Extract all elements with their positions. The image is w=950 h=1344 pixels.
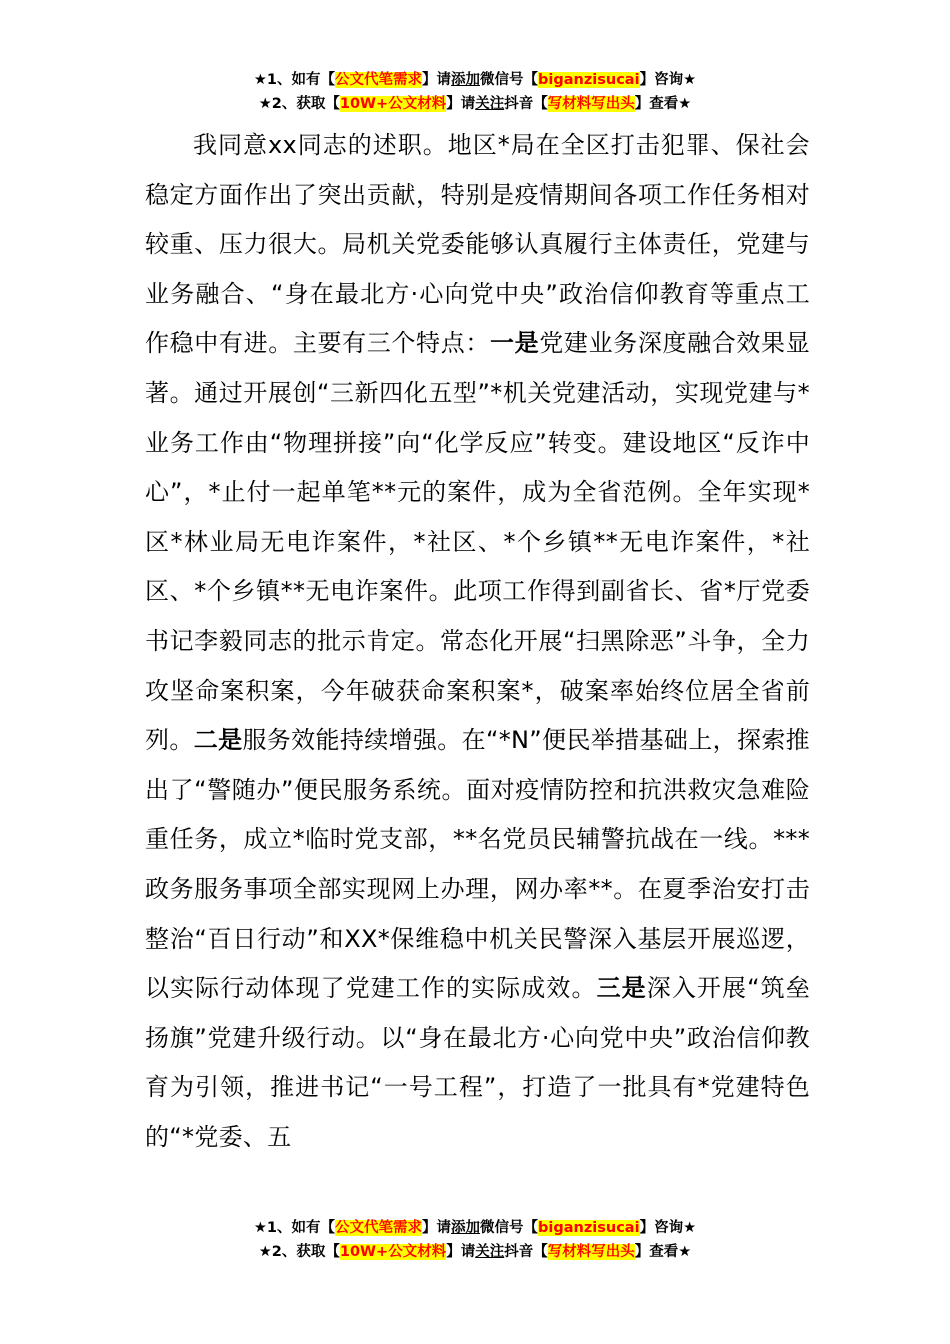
highlight-douyin-id: 写材料写出头 [547,96,635,112]
highlight-service: 公文代笔需求 [335,1220,423,1236]
promo-banner-bottom [0,1216,950,1264]
highlight-materials: 10W+公文材料 [339,96,447,112]
highlight-douyin-id: 写材料写出头 [547,1244,635,1260]
highlight-wechat-id: biganzisucai [538,72,640,88]
point-two-label: 二是 [193,726,243,755]
promo-line-1: ★1、如有【公文代笔需求】请添加微信号【biganzisucai】咨询★ [253,1220,697,1236]
point-three-label: 三是 [596,974,647,1003]
promo-line-1: ★1、如有【公文代笔需求】请添加微信号【biganzisucai】咨询★ [253,72,697,88]
promo-banner-top [0,68,950,116]
highlight-materials: 10W+公文材料 [339,1244,447,1260]
promo-line-2: ★2、获取【10W+公文材料】请关注抖音【写材料写出头】查看★ [258,1244,692,1260]
document-body-paragraph: 我同意xx同志的述职。地区*局在全区打击犯罪、保社会稳定方面作出了突出贡献，特别是疫情期间各项工作任务相对较重、压力很大。局机关党委能够认真履行主体责任，党建与业务融合、“身在最北方·心向党中央”政治信仰教育等重点工作稳中有进。主要有三个特点：一是党建业务深度融合效果显著。通过开展创“三新四化五型”*机关党建活动，实现党建与*业务工作由“物理拼接”向“化学反应”转变。建设地区“反诈中心”，*止付一起单笔**元的案件，成为全省范例。全年实现*区*林业局无电诈案件，*社区、*个乡镇**无电诈案件，*社区、*个乡镇**无电诈案件。此项工作得到副省长、省*厅党委书记李毅同志的批示肯定。常态化开展“扫黑除恶”斗争，全力攻坚命案积案，今年破获命案积案*，破案率始终位居全省前列。二是服务效能持续增强。在“*N”便民举措基础上，探索推出了“警随办”便民服务系统。面对疫情防控和抗洪救灾急难险重任务，成立*临时党支部，**名党员民辅警抗战在一线。***政务服务事项全部实现网上办理，网办率**。在夏季治安打击整治“百日行动”和XX*保维稳中机关民警深入基层开展巡逻，以实际行动体现了党建工作的实际成效。三是深入开展“筑垒扬旗”党建升级行动。以“身在最北方·心向党中央”政治信仰教育为引领，推进书记“一号工程”，打造了一批具有*党建特色的“*党委、五 [145,131,810,1151]
point-one-label: 一是 [489,329,540,358]
highlight-service: 公文代笔需求 [335,72,423,88]
highlight-wechat-id: biganzisucai [538,1220,640,1236]
promo-line-2: ★2、获取【10W+公文材料】请关注抖音【写材料写出头】查看★ [258,96,692,112]
